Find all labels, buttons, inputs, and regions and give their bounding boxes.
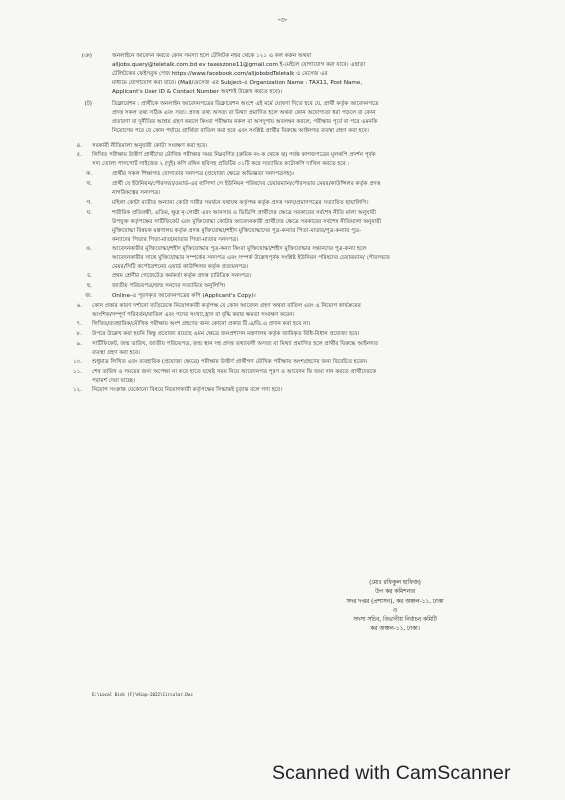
item-line: জাতীয় পরিচয়পত্র/জন্ম সনদের সত্যায়িত অনুলিপি। bbox=[112, 283, 226, 289]
item-line: Applicant's User ID & Contact Number অবশ্যই উল্লেখ করতে হবে)। bbox=[112, 89, 283, 96]
scanner-watermark: Scanned with CamScanner bbox=[272, 762, 511, 784]
item-number: ৭. bbox=[76, 321, 82, 327]
item-line: আবেদনকারীর সাথে মুক্তিযোদ্ধার সম্পর্কের সনদপত্র এবং সম্পর্ক উল্লেখপূর্বক সংশ্লিষ্ট ইউনিয়ন পরিষদের চেয়ারম্যান/ পৌরসভার bbox=[112, 255, 390, 262]
item-number: (ঞ) bbox=[81, 53, 92, 59]
item-line: নাগরিকত্বের সনদপত্র। bbox=[112, 190, 161, 197]
signature-committee: সদস্য সচিব, বিভাগীয় নির্বাচন কমিটি bbox=[353, 617, 437, 623]
signature-office: সদর দপ্তর (প্রশাসন), কর অঞ্চল-১১, ঢাকা bbox=[346, 599, 444, 605]
item-line: উপযুক্ত কর্তৃপক্ষের সার্টিফিকেট এবং মুক্তিযোদ্ধা কোটার আবেদনকারী প্রার্থীদের ক্ষেত্রে সরকারের সর্বশেষ নীতিমালা অনুযায়ী bbox=[112, 219, 382, 226]
item-number: ক. bbox=[86, 171, 92, 177]
item-line: প্রার্থীর সকল শিক্ষাগত যোগ্যতার সনদপত্র (প্রযোজ্য ক্ষেত্রে অভিজ্ঞতা সনদপত্রসহ)। bbox=[112, 171, 294, 177]
item-number: ৪. bbox=[76, 143, 82, 149]
item-line: অনলাইনে আবেদন করতে কোন সমস্যা হলে টেলিটক নম্বর থেকে ১২১ এ কল করুন অথবা bbox=[112, 53, 312, 59]
item-line: সরকারী নীতিমালা অনুযায়ী কোটা সংরক্ষণ করা হবে। bbox=[92, 143, 208, 149]
item-number: গ. bbox=[86, 200, 92, 206]
item-line: মুক্তিযোদ্ধা বিষয়ক মন্ত্রণালয় কর্তৃক প্রদত্ত মুক্তিযোদ্ধা/শহীদ মুক্তিযোদ্ধাদের পুত্র-কন্যার পিতা-মাতার/পুত্র-কন্যার পুত্র- bbox=[112, 228, 362, 235]
item-number: ছ. bbox=[86, 283, 92, 289]
signature-designation: উপ কর কমিশনার bbox=[374, 589, 416, 595]
item-number: খ. bbox=[86, 181, 92, 187]
item-number: চ. bbox=[87, 273, 92, 279]
item-line: উপরে উল্লেখ করা হয়নি কিন্তু প্রযোজ্য রয়েছে এমন ক্ষেত্রে জনপ্রশাসন মন্ত্রণালয় কর্তৃক জারিকৃত বিধি-বিধান প্রযোজ্য হবে। bbox=[92, 331, 360, 337]
item-number: ১২. bbox=[72, 387, 82, 393]
item-line: প্রথম শ্রেণীর গেজেটেড কর্মকর্তা কর্তৃক প্রদত্ত চারিত্রিক সনদপত্র। bbox=[112, 273, 252, 279]
item-number: ঘ. bbox=[86, 210, 92, 216]
signature-and: ও bbox=[392, 608, 398, 614]
item-line: পরামর্শ দেয়া যাচ্ছে। bbox=[92, 378, 135, 385]
item-number: জ. bbox=[85, 293, 92, 299]
item-line: মেয়র/সিটি কর্পোরেশনের ওয়ার্ড কাউন্সিলর কর্তৃক প্রত্যয়নপত্র। bbox=[112, 264, 249, 271]
item-line: মহিলা কোটা ব্যতীত অন্যান্য কোটা দাবীর সমর্থনে যথাযথ কর্তৃপক্ষ কর্তৃক প্রদত্ত সনদ/প্রমাণপত্রের সত্যায়িত ছায়ালিপি। bbox=[112, 200, 369, 206]
item-line: প্রার্থী যে ইউনিয়ন/পৌরসভা/ওয়ার্ড-এর বাসিন্দা সে ইউনিয়ন পরিষদের চেয়ারম্যান/পৌরসভার মেয়র/কাউন্সিলর কর্তৃক প্রদত্ত bbox=[112, 181, 381, 187]
item-line: আবেদনকারীর মুক্তিযোদ্ধা/শহীদ মুক্তিযোদ্ধার পুত্র-কন্যা কিংবা মুক্তিযোদ্ধা/শহীদ মুক্তিযোদ্ধার সন্তানদের পুত্র-কন্যা হলে bbox=[112, 246, 367, 252]
item-line: শুধুমাত্র লিখিত এবং ব্যবহারিক (প্রযোজ্য ক্ষেত্রে) পরীক্ষায় উত্তীর্ণ প্রার্থীগণ মৌখিক পরীক্ষায় অংশগ্রহণের জন্য বিবেচিত হবেন। bbox=[92, 359, 368, 365]
signature-zone: কর অঞ্চল-১১, ঢাকা। bbox=[370, 626, 420, 632]
item-line: প্রদত্ত সকল তথ্য সঠিক এবং সত্য। প্রদত্ত তথ্য অসত্য বা মিথ্যা প্রমাণিত হলে অথবা কোন অযোগ্যতা ধরা পড়লে বা কোন bbox=[112, 110, 376, 117]
item-line: সার্টিফিকেট, জন্ম তারিখ, জাতীয় পরিচয়পত্র, জন্ম স্থান সহ প্রদত্ত তথ্যাবলী অসত্য বা মিথ্যা প্রমাণিত হলে প্রার্থীর বিরুদ্ধে আইনগত bbox=[92, 341, 379, 347]
page-number: -৩- bbox=[277, 16, 288, 24]
item-line: লিখিত/ব্যবহারিক/মৌখিক পরীক্ষায় অংশ গ্রহণের জন্য কোনো প্রকার টি.এ/ডি.এ প্রদান করা হবে না। bbox=[92, 321, 311, 327]
item-line: ডিক্লারেশন : প্রার্থীকে অনলাইন আবেদনপত্রের ডিক্লারেশন অংশে এই মর্মে ঘোষণা দিতে হবে যে, প্রার্থী কর্তৃক আবেদনপত্রে bbox=[112, 101, 379, 107]
item-line: ব্যবস্থা গ্রহণ করা হবে। bbox=[92, 350, 140, 357]
item-line: নিয়োগ সংক্রান্ত যেকোনো বিষয়ে নিয়োগকারী কর্তৃপক্ষের সিদ্ধান্তই চূড়ান্ত বলে গণ্য হবে। bbox=[92, 387, 283, 393]
item-number: ৫. bbox=[76, 152, 82, 158]
item-line: কোন প্রকার কারণ দর্শানো ব্যতিরেকে নিয়োগকারী কর্তৃপক্ষ যে কোন আবেদন গ্রহণ অথবা বাতিল এবং এ নিয়োগ কার্যক্রমের bbox=[92, 303, 361, 309]
item-line: কন্যাদের পিতার পিতা-মাতা/মাতার পিতা-মাতার সনদপত্র। bbox=[112, 237, 239, 244]
item-line: Online-এ পূরণকৃত আবেদনপত্রের কপি (Applicant's Copy)। bbox=[112, 293, 256, 299]
item-number: ১১. bbox=[72, 369, 82, 375]
item-line: টেলিটকের ফেইসবুক পেজ https://www.facebook.com/alljobsbdTeletalk এ মেসেজ এর bbox=[112, 71, 328, 78]
item-line: নিয়োগের পরে যে কোন পর্যায়ে প্রার্থিতা বাতিল করা হবে এবং সংশ্লিষ্ট প্রার্থীর বিরুদ্ধে আইনগত ব্যবস্থা গ্রহণ করা হবে। bbox=[112, 128, 369, 135]
item-line: প্রতারণা বা দুর্নীতির আশ্রয় গ্রহণ করলে কিংবা পরীক্ষায় নকল বা অসদুপায় অবলম্বন করলে, পরীক্ষার পূর্বে বা পরে এমনকি bbox=[112, 119, 378, 126]
item-number: (ট) bbox=[84, 101, 92, 107]
item-number: ১০. bbox=[72, 359, 82, 365]
item-number: ৬. bbox=[76, 303, 82, 309]
item-line: মাধ্যমে যোগাযোগ করা যাবে। (Mail/মেসেজ এর Subject-এ Organization Name : TAX11, Post Name, bbox=[112, 80, 363, 87]
item-line: শারীরিক প্রতিবন্ধী, এতিম, ক্ষুদ্র নৃ-গোষ্ঠী এবং আনসার ও ভিডিপি প্রার্থীদের ক্ষেত্রে সরকারের সর্বশেষ নীতি মালা অনুযায়ী bbox=[112, 210, 376, 216]
signature-name: (মোঃ রফিকুল হাফিজ) bbox=[369, 580, 421, 586]
file-path: E:\Local Disk (F)\Hiop-2022\Circular.Doc bbox=[92, 692, 193, 697]
item-line: আংশিক/সম্পূর্ণ পরিবর্তন/বাতিল এবং পদের সংখ্যা,হ্রাস বা বৃদ্ধি করার ক্ষমতা সংরক্ষণ করেন। bbox=[92, 312, 295, 319]
item-line: শেষ তারিখ ও সময়ের জন্য অপেক্ষা না করে হাতে যথেষ্ট সময় নিয়ে আবেদনপত্র পূরণ ও আবেদন ফি জমা দান করতে প্রার্থীদেরকে bbox=[92, 369, 376, 375]
item-number: ৮. bbox=[76, 331, 82, 337]
item-line: লিখিত পরীক্ষায় উত্তীর্ণ প্রার্থীদের মৌখিক পরীক্ষার সময় নিম্নবর্ণিত (ক্রমিক নং-ক থেকে ঝ) পর্যন্ত কাগজপত্রের মূলকপি প্রদর্শন পূর্বক bbox=[92, 152, 376, 158]
item-line: সদ্য তোলা পাসপোর্ট সাইজের ২ (দুই) কপি রঙ্গিন ছবিসহ প্রতিটির ০১টি করে সত্যায়িত ফটোকপি দাখিল করতে হবে : bbox=[92, 161, 350, 168]
item-line: alljobs.query@teletalk.com.bd ev taxeszone11@gmail.com ই-মেইলে যোগাযোগ করা যাবে। এছাড়া bbox=[112, 62, 366, 69]
item-number: ঙ. bbox=[86, 246, 92, 252]
item-number: ৯. bbox=[76, 341, 82, 347]
